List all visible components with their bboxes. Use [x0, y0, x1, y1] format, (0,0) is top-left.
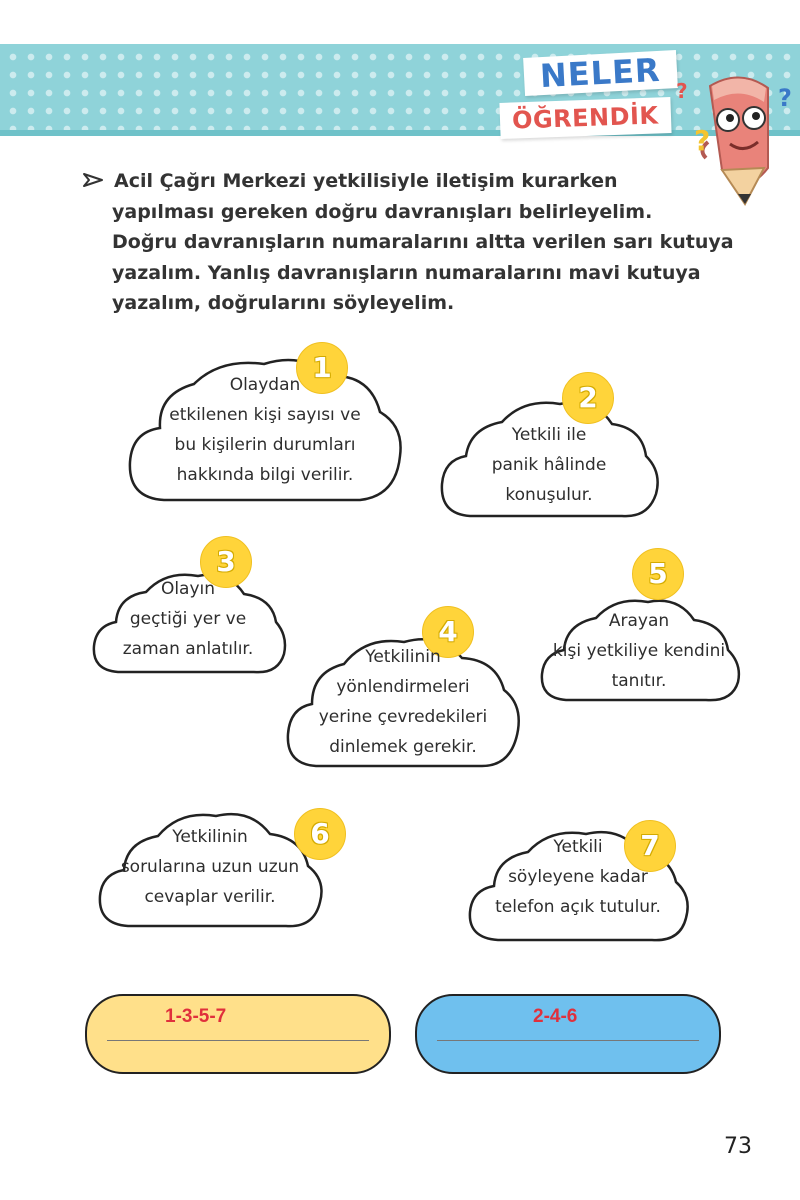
statement-line: konuşulur. [505, 485, 593, 505]
statement-line: geçtiği yer ve [129, 609, 247, 629]
badge-title-line1: NELER [523, 50, 677, 96]
instruction-line: yazalım. Yanlış davranışların numaralarını mavi kutuya [112, 261, 701, 284]
statement-line: Yetkilinin [172, 827, 248, 847]
statement-cloud-5 [536, 557, 742, 708]
statement-line: etkilenen kişi sayısı ve [169, 405, 361, 425]
item-number-badge: 3 [200, 536, 252, 588]
statement-cloud-6 [94, 800, 330, 934]
page-number: 73 [724, 1134, 752, 1159]
instruction-line: yapılması gereken doğru davranışları belirleyelim. [112, 200, 653, 223]
statement-line: kişi yetkiliye kendini [552, 641, 726, 661]
instruction-line: Acil Çağrı Merkezi yetkilisiyle iletişim kurarken [114, 170, 618, 192]
svg-text:?: ? [676, 79, 688, 103]
instruction-line: yazalım, doğrularını söyleyelim. [112, 292, 455, 314]
wrong-answers-box[interactable] [415, 994, 721, 1074]
statement-cloud-2 [436, 381, 662, 524]
correct-answers-box[interactable] [85, 994, 391, 1074]
statement-line: sorularına uzun uzun [120, 857, 300, 877]
statement-line: telefon açık tutulur. [495, 897, 661, 917]
statement-cloud-4 [282, 615, 524, 774]
svg-text:?: ? [778, 84, 792, 112]
statement-line: tanıtır. [611, 671, 667, 691]
item-number-badge: 2 [562, 372, 614, 424]
statement-cloud-1 [124, 350, 406, 510]
statement-line: panik hâlinde [491, 455, 607, 475]
item-number-badge: 6 [294, 808, 346, 860]
writing-line [437, 1040, 699, 1041]
statement-cloud-3 [88, 545, 288, 680]
instruction-line: Doğru davranışların numaralarını altta verilen sarı kutuya [112, 231, 734, 253]
statement-cloud-7 [464, 818, 692, 948]
writing-line [107, 1040, 369, 1041]
wrong-answers-value: 2-4-6 [533, 1006, 578, 1027]
statement-line: Arayan [608, 611, 670, 631]
statement-line: Olaydan [229, 375, 301, 395]
item-number-badge: 5 [632, 548, 684, 600]
correct-answers-value: 1-3-5-7 [165, 1006, 227, 1027]
statement-line: bu kişilerin durumları [174, 435, 356, 455]
statement-line: zaman anlatılır. [122, 639, 254, 659]
item-number-badge: 4 [422, 606, 474, 658]
statement-line: söyleyene kadar [508, 867, 648, 887]
statement-line: Yetkili ile [511, 425, 587, 445]
statement-line: Olayın [160, 579, 216, 599]
statement-line: hakkında bilgi verilir. [176, 465, 354, 485]
statement-line: dinlemek gerekir. [329, 737, 477, 757]
svg-text:?: ? [694, 124, 711, 157]
instructions-text [84, 166, 734, 319]
statement-line: Yetkilinin [365, 647, 441, 667]
statement-line: Yetkili [553, 837, 603, 857]
item-number-badge: 7 [624, 820, 676, 872]
badge-title-line2: ÖĞRENDİK [499, 97, 671, 139]
item-number-badge: 1 [296, 342, 348, 394]
statement-line: cevaplar verilir. [144, 887, 276, 907]
statement-line: yönlendirmeleri [336, 677, 470, 697]
statement-line: yerine çevredekileri [318, 707, 488, 727]
